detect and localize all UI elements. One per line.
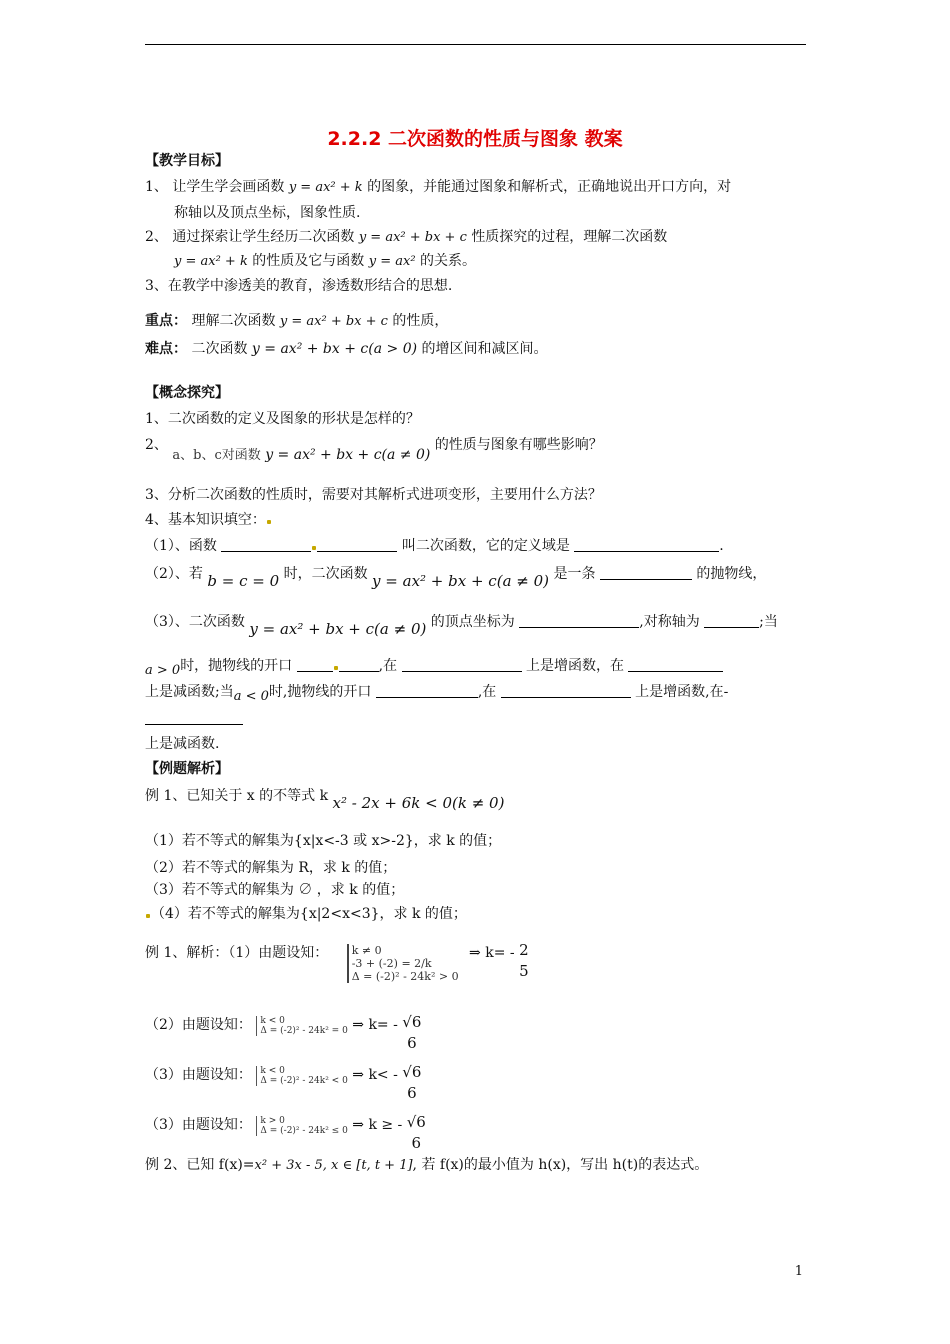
text: 例 1、已知关于 x 的不等式 k [145,788,329,804]
document-title: 2.2.2 二次函数的性质与图象 教案 [327,128,623,150]
marker-dot [312,546,316,550]
text: 的性质与图象有哪些影响？ [434,437,603,453]
denominator: 6 [402,1032,421,1053]
result: ⇒ k= - [469,945,515,961]
text: 2、 通过探索让学生经历二次函数 [145,229,355,245]
goal-2-line-1 [145,228,667,247]
text: ,对称轴为 [639,614,700,630]
formula: a < 0 [233,689,269,704]
text: 的性质， [392,313,449,329]
fill-1 [145,537,724,555]
numerator: √6 [406,1113,426,1131]
text: （3）、二次函数 [145,614,245,630]
text: （2）由题设知： [145,1017,252,1033]
formula: a > 0 [145,663,181,678]
example-2 [145,1156,708,1175]
solution-2 [145,1013,422,1053]
equation-system [256,1066,347,1086]
text: ,在 [477,684,497,700]
blank-input[interactable] [628,657,723,672]
text: 的抛物线， [696,566,767,582]
blank-input[interactable] [297,657,333,672]
numerator: √6 [402,1063,422,1081]
text: 的性质及它与函数 [252,253,365,269]
text: 的图象，并能通过图象和解析式，正确地说出开口方向，对 [367,179,732,195]
blank-input[interactable] [402,657,522,672]
key-point [145,312,448,331]
text: 2、 [145,437,168,453]
system-line: Δ = (-2)² - 24k² ≤ 0 [260,1126,348,1136]
fill-3 [145,612,778,638]
marker-dot [146,914,150,918]
fill-2 [145,564,767,590]
page-number: 1 [794,1264,803,1279]
section-concept: 【概念探究】 [145,385,229,401]
key-label: 重点： [145,313,187,329]
text: 性质探究的过程，理解二次函数 [471,229,668,245]
result: ⇒ k= - [352,1017,398,1033]
blank-input[interactable] [704,613,759,628]
text: 的顶点坐标为 [430,614,515,630]
text: ;当 [759,614,778,630]
denominator: 5 [519,962,529,980]
goal-2-line-2 [174,252,476,271]
fraction [402,1062,421,1103]
blank-input[interactable] [339,657,379,672]
text: 二次函数 [191,341,248,357]
example-1-stem [145,786,505,812]
formula: y = ax² + bx + c(a ≠ 0) [249,620,427,638]
text: （4）若不等式的解集为{x|2<x<3}，求 k 的值； [151,906,467,922]
blank-input[interactable] [501,683,631,698]
text: 例 1、解析：（1）由题设知： [145,945,329,961]
equation-system [347,944,459,983]
text: - [723,684,729,700]
text: （1）、函数 [145,538,217,554]
fill-5 [145,683,728,702]
fill-5-blank [145,710,243,728]
formula: y = ax² + k [288,180,363,195]
fraction [519,940,529,981]
system-line: Δ = (-2)² - 24k² > 0 [351,970,459,983]
text: 例 2、已知 f(x)= [145,1157,255,1173]
solution-1 [145,941,529,983]
example-1-part-3: （3）若不等式的解集为 ∅ ，求 k 的值； [145,882,405,898]
fraction [402,1012,421,1053]
text: ,在 [378,658,398,674]
marker-dot [334,666,338,670]
text: 上是增函数,在 [635,684,724,700]
fill-6: 上是减函数. [145,736,220,752]
text: （3）由题设知： [145,1117,252,1133]
concept-q2 [145,436,603,463]
solution-4 [145,1113,426,1153]
formula: y = ax² + bx + c [279,314,388,329]
difficult-label: 难点： [145,341,187,357]
numerator: √6 [402,1013,422,1031]
example-1-part-1: （1）若不等式的解集为{x|x<-3 或 x>-2}，求 k 的值； [145,833,502,849]
result: ⇒ k ≥ - [352,1117,403,1133]
text: 上是增函数，在 [526,658,624,674]
formula: b = c = 0 [207,572,280,590]
fraction [407,1112,426,1153]
formula: y = ax² + bx + c [358,230,467,245]
text: 1、 让学生学会画函数 [145,179,285,195]
text: 上是减函数;当 [145,684,234,700]
text: 叫二次函数，它的定义域是 [401,538,570,554]
goal-1-line-2: 称轴以及顶点坐标，图象性质. [174,205,361,221]
goal-1-line-1 [145,178,731,197]
formula: y = ax² + bx + c(a ≠ 0) [265,447,431,463]
blank-input[interactable] [145,710,243,725]
denominator: 6 [402,1082,421,1103]
blank-input[interactable] [519,613,639,628]
concept-q3: 3、分析二次函数的性质时，需要对其解析式进项变形，主要用什么方法？ [145,487,602,503]
formula: x² - 2x + 6k < 0(k ≠ 0) [332,794,505,812]
text: 4、基本知识填空： [145,512,266,528]
result: ⇒ k< - [352,1067,398,1083]
formula: y = ax² + k [174,254,248,269]
text: 时,抛物线的开口 [268,684,372,700]
text: 是一条 [553,566,596,582]
blank-input[interactable] [221,537,311,552]
section-goals: 【教学目标】 [145,153,229,169]
numerator: 2 [519,941,529,959]
section-examples: 【例题解析】 [145,761,229,777]
system-line: k < 0 [260,1016,285,1026]
goal-3: 3、在教学中渗透美的教育，渗透数形结合的思想. [145,278,453,294]
example-1-part-2: （2）若不等式的解集为 R，求 k 的值； [145,860,397,876]
equation-system [256,1116,347,1136]
solution-3 [145,1063,422,1103]
denominator: 6 [407,1132,426,1153]
text: （3）由题设知： [145,1067,252,1083]
fill-4 [145,657,723,676]
difficult-point [145,340,548,358]
text: a、b、c对函数 [172,448,261,463]
blank-input[interactable] [376,683,478,698]
text: , 若 f(x)的最小值为 h(x)，写出 h(t)的表达式。 [412,1157,709,1173]
system-line: -3 + (-2) = 2/k [351,957,432,970]
system-line: Δ = (-2)² - 24k² < 0 [260,1076,348,1086]
text: 时，二次函数 [283,566,368,582]
text: （2）、若 [145,566,203,582]
formula: x² + 3x - 5, x ∈ [t, t + 1] [254,1158,413,1173]
text: . [719,538,724,554]
system-line: k > 0 [260,1116,285,1126]
marker-dot [267,520,271,524]
formula: y = ax² [368,254,416,269]
blank-input[interactable] [574,537,719,552]
text: 的增区间和减区间。 [421,341,548,357]
system-line: Δ = (-2)² - 24k² = 0 [260,1026,348,1036]
text: 的关系。 [420,253,476,269]
header-rule [145,44,806,45]
text: 时，抛物线的开口 [180,658,293,674]
system-line: k < 0 [260,1066,285,1076]
concept-q4 [145,511,272,529]
concept-q1: 1、二次函数的定义及图象的形状是怎样的？ [145,411,420,427]
text: 理解二次函数 [191,313,276,329]
formula: y = ax² + bx + c(a > 0) [251,341,418,357]
blank-input[interactable] [317,537,397,552]
formula: y = ax² + bx + c(a ≠ 0) [372,572,550,590]
example-1-part-4 [145,905,467,923]
equation-system [256,1016,347,1036]
blank-input[interactable] [600,565,692,580]
system-line: k ≠ 0 [351,944,382,957]
